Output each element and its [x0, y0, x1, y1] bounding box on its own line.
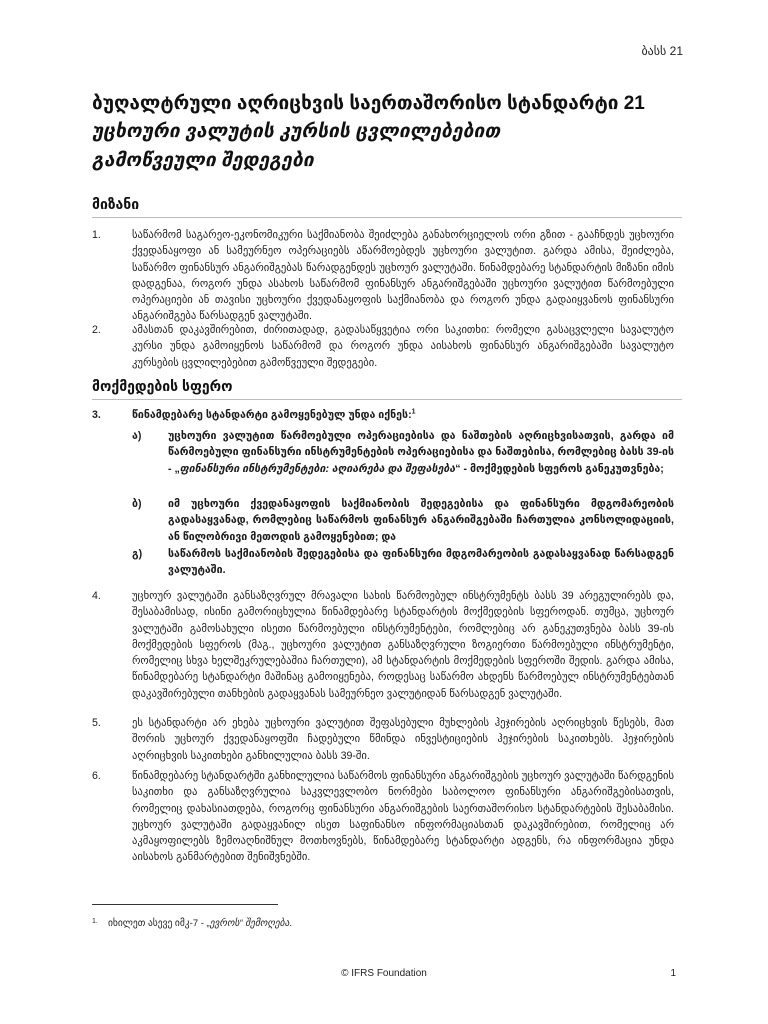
- subparagraph-text: [168, 428, 674, 477]
- subparagraph-label: ა): [132, 430, 142, 442]
- paragraph-text: წინამდებარე სტანდარტში განხილულია საწარმოს ფინანსური ანგარიშგების უცხოურ ვალუტაში წარდგენის საკითხი და განსაზღვრულია საკვლევლობო ნორმები საბოლოო ფინანსური ანგარიშგებისათვის, რომელიც დახასიათდება, როგორც ფინანსური ანგარიშგების საერთაშორისო სტანდარტების შესაბამისი. უცხოურ ვალუტაში გადაყვანილ ისეთ საფინანსო ინფორმაციასთან დაკავშირებით, რომელიც არ აკმაყოფილებს ზემოაღნიშნულ მოთხოვნებს, წინამდებარე სტანდარტი ადგენს, რა ინფორმაცია უნდა აისახოს განმარტებით შენიშვნებში.: [132, 770, 674, 864]
- paragraph-3-text: წინამდებარე სტანდარტი გამოყენებულ უნდა იქნეს:: [132, 409, 412, 421]
- subparagraph-text: საწარმოს საქმიანობის შედეგებისა და ფინანსური მდგომარეობის გადასაყვანად წარსადგენ ვალუტაში.: [168, 548, 674, 577]
- document-subtitle: [92, 117, 692, 175]
- standard-name-emphasis: ფინანსური ინსტრუმენტები: აღიარება და შეფასება: [179, 462, 456, 475]
- paragraph-2: [92, 322, 674, 371]
- footer-copyright: © IFRS Foundation: [341, 968, 427, 979]
- section-heading-scope: მოქმედების სფერო: [92, 378, 682, 400]
- paragraph-number: 4.: [92, 590, 101, 602]
- footnote-number: 1.: [92, 918, 98, 925]
- subparagraph-a-text-end: “ - მოქმედების სფეროს განეკუთვნება;: [455, 462, 664, 475]
- paragraph-text: უცხოურ ვალუტაში განსაზღვრულ მრავალი სახის წარმოებულ ინსტრუმენტს ბასს 39 არეგულირებს და, შესაბამისად, ისინი გამორიცხულია წინამდებარე სტანდარტის მოქმედების სფეროდან. თუმცა, უცხოურ ვალუტაში გამოსახული ისეთი წარმოებული ინსტრუმენტები, რომლებიც არ განეკუთვნება ბასს 39-ის მოქმედების სფეროს (მაგ., უცხოური ვალუტით განსაზღვრული ზოგიერთი წარმოებული ინსტრუმენტი, რომელიც სხვა ხელშეკრულებაშია ჩართული), ამ სტანდარტის მოქმედების სფეროში შედის. გარდა ამისა, წინამდებარე სტანდარტი მაშინაც გამოიყენება, როდესაც საწარმო ახდენს წარმოებულ ინსტრუმენტებთან დაკავშირებული თანხების გადაყვანას სამეურნეო ვალუტიდან წარსადგენ ვალუტაში.: [132, 590, 674, 700]
- paragraph-6: [92, 768, 674, 866]
- footnote-text: [108, 918, 292, 929]
- subparagraph-label: გ): [132, 548, 143, 560]
- subparagraph-text: იმ უცხოური ქვედანაყოფის საქმიანობის შედეგებისა და ფინანსური მდგომარეობის გადასაყვანად, რომლებიც საწარმოს ფინანსურ ანგარიშგებაში ჩართულია კონსოლიდაციის, ან წილობრივი მეთოდის გამოყენებით; და: [168, 498, 674, 543]
- paragraph-number: 2.: [92, 324, 101, 336]
- paragraph-text: [132, 407, 674, 423]
- footnote-emphasis: ევროს“ შემოღება: [209, 918, 290, 929]
- paragraph-5: [92, 715, 674, 764]
- paragraph-text: საწარმომ საგარეო-ეკონომიკური საქმიანობა შეიძლება განახორციელოს ორი გზით - გააჩნდეს უცხოური ქვედანაყოფი ან სამეურნეო ოპერაციებს აწარმოებდეს უცხოური ვალუტით. გარდა ამისა, შეიძლება, საწარმო ფინანსურ ანგარიშგებას წარადგენდეს უცხოურ ვალუტაში. წინამდებარე სტანდარტის მიზანი იმის დადგენაა, როგორ უნდა ასახოს საწარმომ ფინანსურ ანგარიშგებაში უცხოური ვალუტით წარმოებული ოპერაციები ან თავისი უცხოური ქვედანაყოფის საქმიანობა და როგორ უნდა გადაიყვანოს ფინანსური ანგარიშგება წარსადგენ ვალუტაში.: [132, 229, 674, 323]
- section-heading-objective: მიზანი: [92, 196, 682, 218]
- footnote-text-end: .: [289, 918, 293, 929]
- document-title: ბუღალტრული აღრიცხვის საერთაშორისო სტანდარტი 21: [92, 93, 645, 114]
- subparagraph-a-text-start: უცხოური ვალუტით წარმოებული ოპერაციებისა და ნაშთების აღრიცხვისათვის, გარდა იმ წარმოებული ფინანსური ინსტრუმენტების ოპერაციებისა და ნაშთებისა, რომლებიც ბასს 39-ის - „: [168, 430, 674, 475]
- paragraph-text: ეს სტანდარტი არ ეხება უცხოური ვალუტით შეფასებული მუხლების ჰეჯირების აღრიცხვის წესებს, მათ შორის უცხოურ ქვედანაყოფში ჩადებული წმინდა ინვესტიციების ჰეჯირების საკითხებს. ჰეჯირების აღრიცხვის საკითხები განხილულია ბასს 39-ში.: [132, 717, 674, 762]
- footnote-divider: [92, 904, 278, 905]
- subparagraph-c: [132, 546, 674, 579]
- paragraph-number: 1.: [92, 229, 101, 241]
- paragraph-number: 5.: [92, 717, 101, 729]
- running-head: ბასს 21: [641, 44, 683, 58]
- subtitle-line-1: უცხოური ვალუტის კურსის ცვლილებებით: [92, 121, 501, 142]
- footnote-text-start: იხილეთ ასევე იმკ-7 - „: [108, 918, 210, 929]
- footnote: [92, 918, 672, 929]
- subparagraph-label: ბ): [132, 498, 142, 510]
- paragraph-1: [92, 227, 674, 325]
- paragraph-number: 6.: [92, 770, 101, 782]
- footer-page-number: 1: [670, 968, 676, 979]
- paragraph-3: [92, 407, 674, 423]
- footnote-reference[interactable]: 1: [411, 408, 416, 416]
- paragraph-text: ამასთან დაკავშირებით, ძირითადად, გადასაწყვეტია ორი საკითხი: რომელი გასაცვლელი სავალუტო კურსი უნდა გამოიყენოს საწარმომ და როგორ უნდა აისახოს ფინანსურ ანგარიშგებაში სავალუტო კურსების ცვლილებებით გამოწვეული შედეგები.: [132, 324, 674, 369]
- subtitle-line-2: გამოწვეული შედეგები: [92, 150, 314, 171]
- subparagraph-a: [132, 428, 674, 477]
- paragraph-4: [92, 588, 674, 702]
- paragraph-number: 3.: [92, 409, 101, 421]
- subparagraph-b: [132, 496, 674, 545]
